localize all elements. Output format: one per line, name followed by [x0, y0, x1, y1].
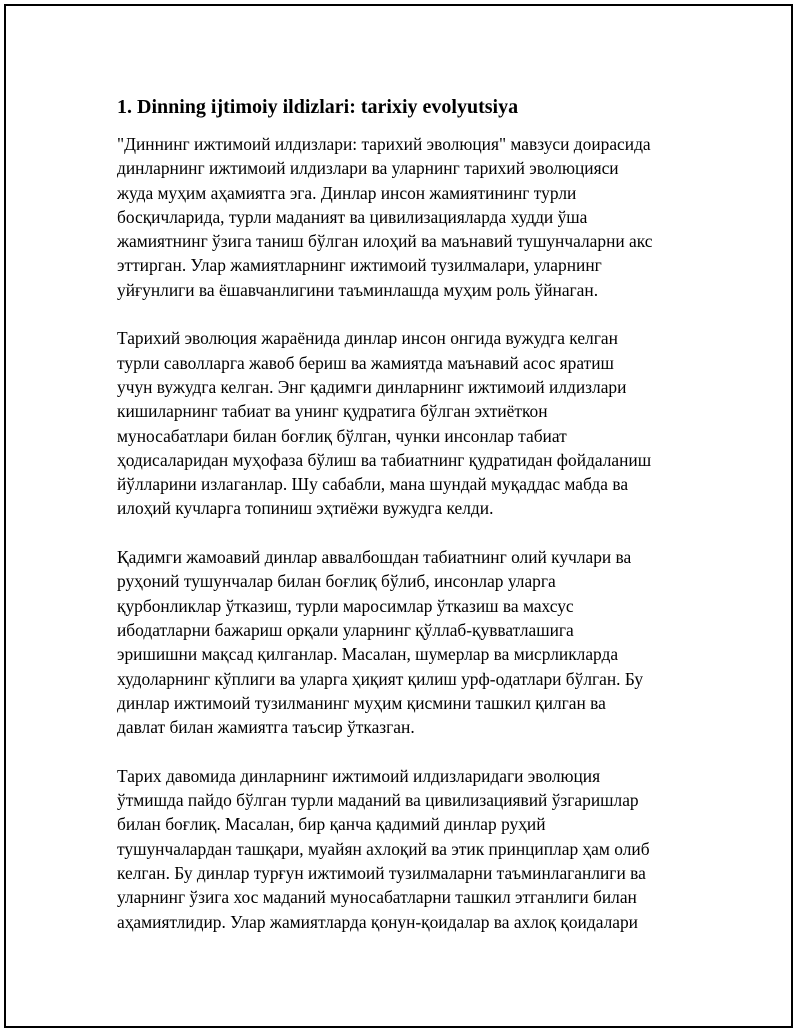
paragraph-2	[117, 326, 687, 520]
text-line: эришишни мақсад қилганлар. Масалан, шумерлар ва мисрликларда	[117, 644, 619, 665]
document-body	[117, 94, 687, 958]
text-line: турли саволларга жавоб бериш ва жамиятда маънавий асос яратиш	[117, 352, 614, 373]
text-line: динларнинг ижтимоий илдизлари ва уларнинг тарихий эволюцияси	[117, 158, 619, 179]
paragraph-3	[117, 545, 687, 739]
text-line: йўлларини излаганлар. Шу сабабли, мана шундай муқаддас мабда ва	[117, 474, 629, 495]
text-line: кишиларнинг табиат ва унинг қудратига бўлган эхтиёткон	[117, 401, 548, 422]
text-line: учун вужудга келган. Энг қадимги динларнинг ижтимоий илдизлари	[117, 376, 627, 397]
paragraph-4	[117, 764, 687, 934]
section-heading: 1. Dinning ijtimoiy ildizlari: tarixiy evolyutsiya	[117, 96, 519, 118]
text-line: босқичларида, турли маданият ва цивилизацияларда худди ўша	[117, 206, 588, 227]
text-line: жуда муҳим аҳамиятга эга. Динлар инсон жамиятининг турли	[117, 182, 577, 203]
text-line: Тарихий эволюция жараёнида динлар инсон онгида вужудга келган	[117, 328, 618, 349]
text-line: келган. Бу динлар турғун ижтимоий тузилмаларни таъминлаганлиги ва	[117, 862, 646, 883]
text-line: Тарих давомида динларнинг ижтимоий илдизларидаги эволюция	[117, 765, 601, 786]
paragraph-1	[117, 132, 687, 302]
text-line: "Диннинг ижтимоий илдизлари: тарихий эволюция" мавзуси доирасида	[117, 134, 651, 154]
text-line: ўтмишда пайдо бўлган турли маданий ва цивилизациявий ўзгаришлар	[117, 790, 639, 811]
text-line: аҳамиятлидир. Улар жамиятларда қонун-қоидалар ва ахлоқ қоидалари	[117, 911, 638, 932]
text-line: жамиятнинг ўзига таниш бўлган илоҳий ва маънавий тушунчаларни акс	[117, 231, 653, 252]
text-line: эттирган. Улар жамиятларнинг ижтимоий тузилмалари, уларнинг	[117, 255, 602, 276]
text-line: қурбонликлар ўтказиш, турли маросимлар ўтказиш ва махсус	[117, 595, 574, 616]
text-line: уйғунлиги ва ёшавчанлигини таъминлашда муҳим роль ўйнаган.	[117, 279, 599, 300]
text-line: ҳодисаларидан муҳофаза бўлиш ва табиатнинг қудратидан фойдаланиш	[117, 449, 652, 470]
text-line: Қадимги жамоавий динлар аввалбошдан табиатнинг олий кучлари ва	[117, 547, 632, 568]
text-line: динлар ижтимоий тузилманинг муҳим қисмини ташкил қилган ва	[117, 692, 606, 713]
text-line: руҳоний тушунчалар билан боғлиқ бўлиб, инсонлар уларга	[117, 571, 556, 592]
text-line: худоларнинг кўплиги ва уларга ҳиқият қилиш урф-одатлари бўлган. Бу	[117, 668, 644, 689]
text-line: ибодатларни бажариш орқали уларнинг қўллаб-қувватлашига	[117, 619, 574, 640]
text-line: уларнинг ўзига хос маданий муносабатларни ташкил этганлиги билан	[117, 887, 637, 908]
text-line: муносабатлари билан боғлиқ бўлган, чунки инсонлар табиат	[117, 425, 567, 446]
text-line: давлат билан жамиятга таъсир ўтказган.	[117, 717, 415, 738]
text-line: илоҳий кучларга топиниш эҳтиёжи вужудга келди.	[117, 498, 494, 519]
text-line: билан боғлиқ. Масалан, бир қанча қадимий динлар руҳий	[117, 814, 546, 835]
text-line: тушунчалардан ташқари, муайян ахлоқий ва этик принциплар ҳам олиб	[117, 838, 650, 859]
